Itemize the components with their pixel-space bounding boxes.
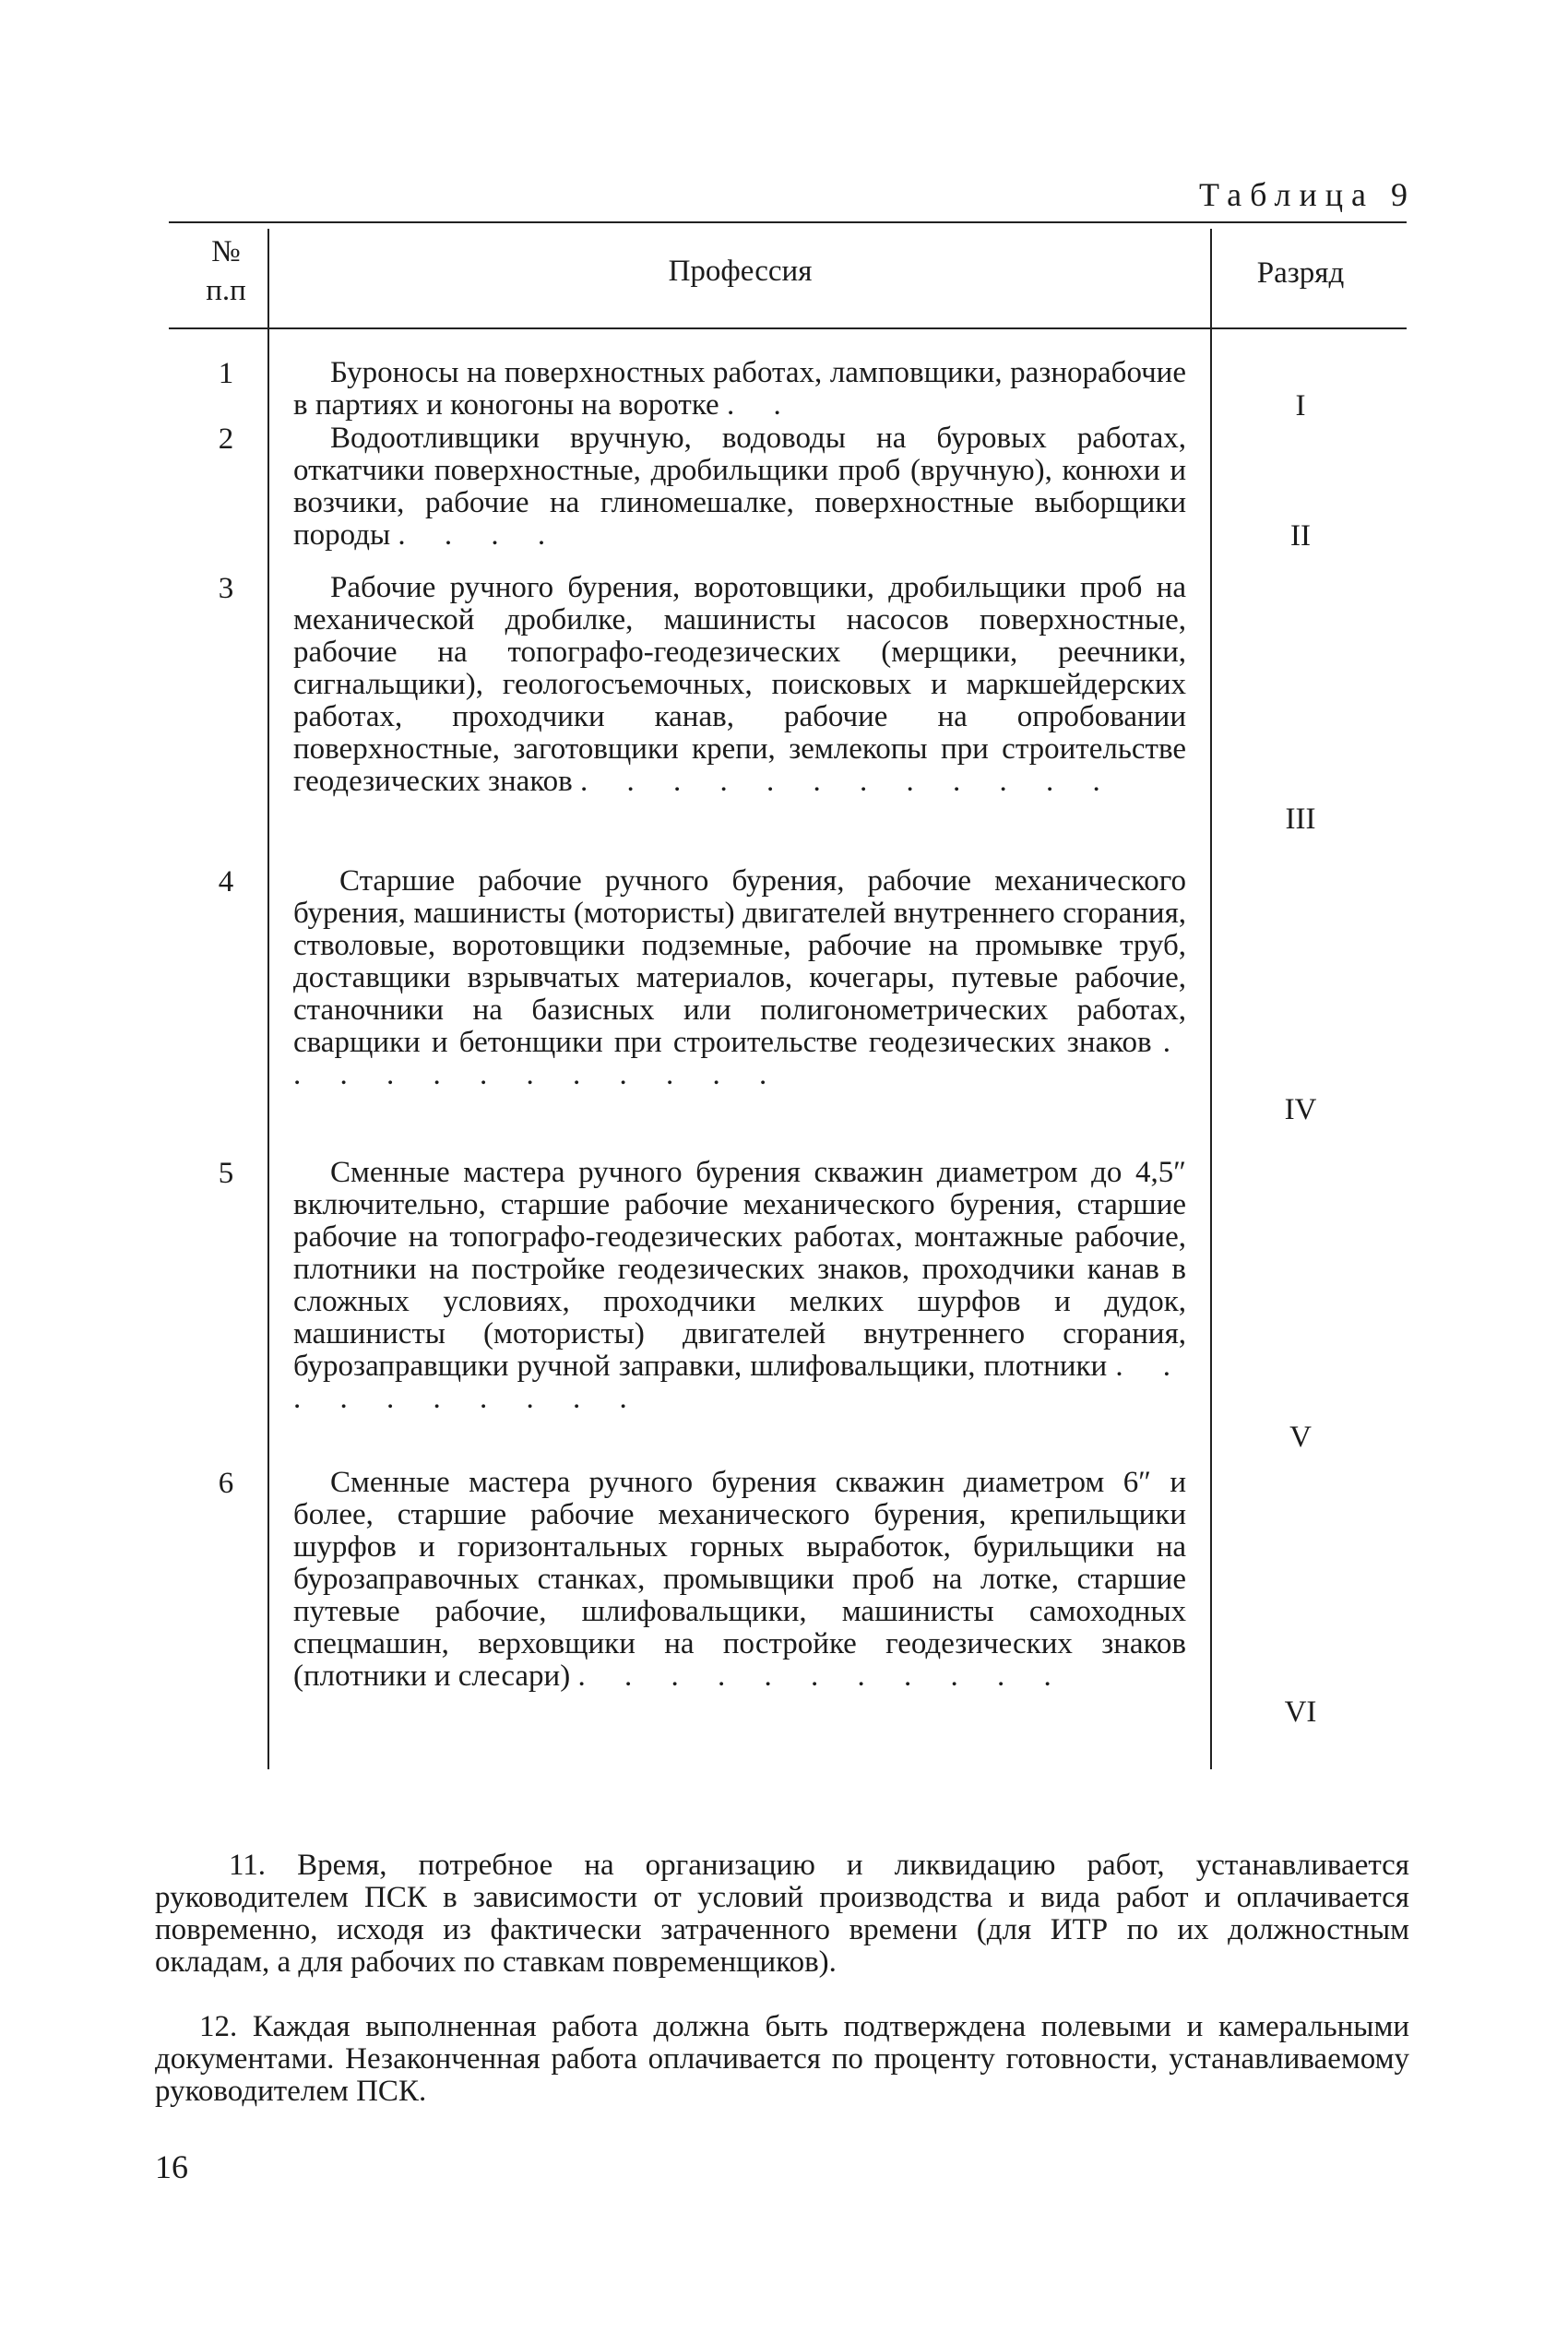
profession-text: Старшие рабочие ручного бурения, рабочие механического бурения, машинисты (мотористы) двигателей внутреннего сгорания, стволовые, воротовщики подземные, рабочие на промывке труб, доставщики взрывчатых материалов, кочегары, путевые рабочие, станочники на базисных или полигонометрических работах, сварщики и бетонщики при строительстве геодезических знаков <box>293 864 1186 1059</box>
profession-text: Сменные мастера ручного бурения скважин диаметром до 4,5″ включительно, старшие рабочие механического бурения, старшие рабочие на топографо-геодезических работах, монтажные рабочие, плотники на постройке геодезических знаков, проходчики канав в сложных условиях, проходчики мелких шурфов и дудок, машинисты (мотористы) двигателей внутреннего сгорания, бурозаправщики ручной заправки, шлифовальщики, плотники <box>293 1156 1186 1383</box>
row-grade: V <box>1289 1421 1312 1454</box>
row-profession <box>293 1467 1186 1693</box>
leader-dots: . . . . . . . . . . . . <box>293 1026 1186 1091</box>
row-grade: I <box>1295 389 1306 422</box>
row-grade: IV <box>1284 1093 1317 1126</box>
header-number-abbr: п.п <box>206 274 246 307</box>
header-bottom-rule <box>169 327 1407 329</box>
row-grade: II <box>1290 519 1311 553</box>
table-top-rule <box>169 221 1407 223</box>
leader-dots: . . . . <box>398 518 562 552</box>
header-number-sign: № <box>211 235 241 268</box>
row-number: 6 <box>218 1467 234 1500</box>
paragraph-11: 11. Время, потребное на организацию и ликвидацию работ, устанавливается руководителем ПСК в зависимости от условий производства и вида работ и оплачивается повременно, исходя из фактически затраченного времени (для ИТР по их должностным окладам, а для рабочих по ставкам повременщиков). <box>155 1849 1409 1979</box>
table-caption: Таблица 9 <box>1199 176 1416 213</box>
row-number: 5 <box>218 1157 234 1190</box>
profession-text: Буроносы на поверхностных работах, ламповщики, разнорабочие в партиях и коногоны на воротке <box>293 356 1186 422</box>
row-profession <box>293 1157 1186 1415</box>
profession-text: Водоотливщики вручную, водоводы на буровых работах, откатчики поверхностные, дробильщики проб (вручную), конюхи и возчики, рабочие на глиномешалке, поверхностные выборщики породы <box>293 422 1186 552</box>
row-grade: III <box>1285 803 1316 836</box>
leader-dots: . . . . . . . . . . . . <box>580 765 1116 798</box>
leader-dots: . . . . . . . . . . <box>293 1350 1186 1415</box>
page-number: 16 <box>155 2148 188 2185</box>
row-number: 4 <box>218 865 234 898</box>
row-profession <box>293 357 1186 422</box>
header-grade: Разряд <box>1256 256 1345 290</box>
header-profession: Профессия <box>668 255 813 288</box>
profession-text: Сменные мастера ручного бурения скважин диаметром 6″ и более, старшие рабочие механического бурения, крепильщики шурфов и горизонтальных горных выработок, бурильщики на бурозаправочных станках, промывщики проб на лотке, старшие путевые рабочие, шлифовальщики, машинисты самоходных спецмашин, верховщики на постройке геодезических знаков (плотники и слесари) <box>293 1466 1186 1693</box>
leader-dots: . . <box>726 388 797 422</box>
row-number: 2 <box>218 422 234 456</box>
leader-dots: . . . . . . . . . . . <box>577 1660 1067 1693</box>
row-profession <box>293 572 1186 798</box>
row-grade: VI <box>1284 1695 1317 1729</box>
row-number: 1 <box>218 357 234 390</box>
row-profession <box>293 865 1186 1091</box>
paragraph-12: 12. Каждая выполненная работа должна быть подтверждена полевыми и камеральными документами. Незаконченная работа оплачивается по проценту готовности, устанавливаемому руководителем ПСК. <box>155 2010 1409 2108</box>
row-number: 3 <box>218 572 234 605</box>
column-divider-left <box>267 229 269 1769</box>
header-number <box>184 232 267 310</box>
column-divider-right <box>1210 229 1212 1769</box>
profession-text: Рабочие ручного бурения, воротовщики, дробильщики проб на механической дробилке, машинисты насосов поверхностные, рабочие на топографо-геодезических (мерщики, реечники, сигнальщики), геологосъемочных, поисковых и маркшейдерских работах, проходчики канав, рабочие на опробовании поверхностные, заготовщики крепи, землекопы при строительстве геодезических знаков <box>293 571 1186 798</box>
row-profession <box>293 422 1186 552</box>
